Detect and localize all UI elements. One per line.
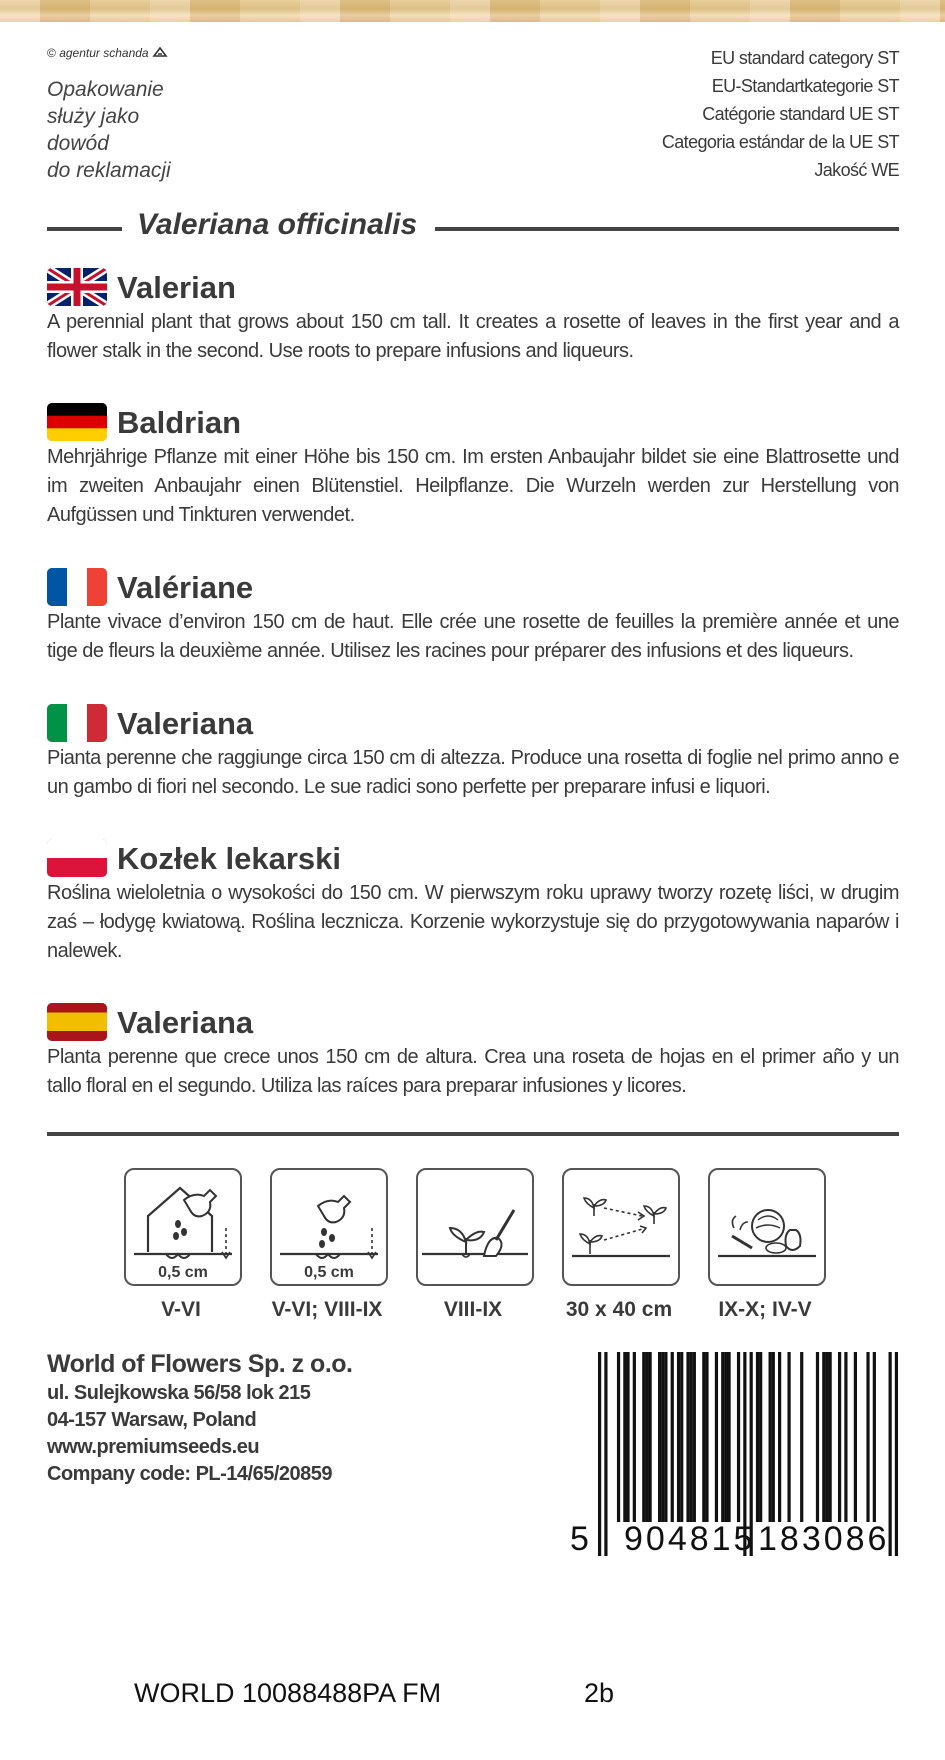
common-name: Baldrian bbox=[117, 405, 242, 440]
description: A perennial plant that grows about 150 cm tall. It creates a rosette of leaves in the first year and a flower stalk in the second. Use roots to prepare infusions and liqueurs. bbox=[47, 311, 899, 362]
barcode-bar bbox=[705, 1352, 708, 1522]
barcode-bar bbox=[724, 1352, 727, 1522]
eu-line: Categoria estándar de la UE ST bbox=[661, 132, 899, 152]
company-info bbox=[47, 1348, 352, 1488]
complaint-proof-note bbox=[47, 76, 171, 184]
spain-flag-icon bbox=[47, 1003, 107, 1041]
language-section-pl bbox=[47, 833, 899, 966]
barcode-left-digits: 904815 bbox=[624, 1520, 756, 1558]
claim-line: dowód bbox=[47, 132, 109, 155]
eu-line: Jakość WE bbox=[814, 160, 899, 180]
company-website: www.premiumseeds.eu bbox=[47, 1436, 260, 1458]
sowing-depth: 0,5 cm bbox=[158, 1264, 208, 1281]
claim-line: Opakowanie bbox=[47, 78, 164, 101]
copyright-symbol: © bbox=[47, 46, 56, 60]
barcode-bar bbox=[772, 1352, 775, 1522]
agency-name: agentur schanda bbox=[59, 46, 149, 60]
outdoor-sowing-icon bbox=[270, 1168, 388, 1286]
barcode-guard-bar bbox=[598, 1352, 601, 1556]
barcode-bar bbox=[866, 1352, 869, 1522]
icon-caption: V-VI bbox=[161, 1298, 201, 1321]
common-name: Valériane bbox=[117, 570, 254, 605]
language-section-de bbox=[47, 397, 899, 530]
icon-caption: IX-X; IV-V bbox=[718, 1298, 812, 1321]
barcode-bar bbox=[617, 1352, 620, 1522]
barcode-bar bbox=[649, 1352, 652, 1522]
barcode-bar bbox=[702, 1352, 705, 1522]
barcode-bar bbox=[658, 1352, 661, 1522]
section-divider bbox=[47, 1132, 899, 1136]
barcode-first-digit: 5 bbox=[570, 1520, 592, 1558]
copyright-line bbox=[47, 46, 168, 60]
barcode-bar bbox=[623, 1352, 626, 1522]
barcode-bar bbox=[854, 1352, 857, 1522]
barcode-bar bbox=[715, 1352, 718, 1522]
barcode-bar bbox=[686, 1352, 689, 1522]
claim-line: do reklamacji bbox=[47, 159, 171, 182]
barcode-bar bbox=[721, 1352, 724, 1522]
common-name: Kozłek lekarski bbox=[117, 841, 342, 876]
page-code: 2b bbox=[584, 1678, 615, 1708]
ean-barcode bbox=[570, 1352, 898, 1562]
eu-line: EU-Standartkategorie ST bbox=[711, 76, 899, 96]
barcode-bar bbox=[838, 1352, 841, 1522]
sowing-depth: 0,5 cm bbox=[304, 1264, 354, 1281]
barcode-bar bbox=[633, 1352, 636, 1522]
company-address: ul. Sulejkowska 56/58 lok 215 bbox=[47, 1382, 311, 1404]
barcode-bar bbox=[829, 1352, 832, 1522]
agency-logo-icon bbox=[152, 46, 168, 58]
uk-flag-icon bbox=[47, 268, 107, 306]
icon-caption: V-VI; VIII-IX bbox=[271, 1298, 383, 1321]
language-section-es bbox=[47, 997, 899, 1101]
print-code: WORLD 10088488PA FM bbox=[134, 1678, 442, 1708]
plant-spacing-icon bbox=[562, 1168, 680, 1286]
barcode-bar bbox=[800, 1352, 803, 1522]
barcode-bar bbox=[661, 1352, 664, 1522]
barcode-bar bbox=[737, 1352, 740, 1522]
eu-standard-category bbox=[662, 44, 899, 184]
barcode-bar bbox=[822, 1352, 825, 1522]
barcode-bar bbox=[873, 1352, 876, 1522]
barcode-right-digits: 183086 bbox=[758, 1520, 890, 1558]
wood-texture-banner bbox=[0, 0, 945, 22]
barcode-bar bbox=[642, 1352, 645, 1522]
eu-line: EU standard category ST bbox=[710, 48, 899, 68]
barcode-bar bbox=[844, 1352, 847, 1522]
barcode-bar bbox=[664, 1352, 667, 1522]
company-name: World of Flowers Sp. z o.o. bbox=[47, 1350, 353, 1378]
barcode-bar bbox=[680, 1352, 683, 1522]
barcode-bar bbox=[626, 1352, 629, 1522]
claim-line: służy jako bbox=[47, 105, 140, 128]
latin-name: Valeriana officinalis bbox=[137, 208, 418, 241]
italy-flag-icon bbox=[47, 704, 107, 742]
common-name: Valeriana bbox=[117, 706, 254, 741]
barcode-bar bbox=[816, 1352, 819, 1522]
barcode-bar bbox=[645, 1352, 648, 1522]
barcode-bar bbox=[693, 1352, 696, 1522]
icon-caption: 30 x 40 cm bbox=[565, 1298, 673, 1321]
divider bbox=[435, 227, 899, 231]
barcode-bar bbox=[769, 1352, 772, 1522]
barcode-bar bbox=[677, 1352, 680, 1522]
barcode-bar bbox=[690, 1352, 693, 1522]
transplanting-icon bbox=[416, 1168, 534, 1286]
language-section-it bbox=[47, 698, 899, 802]
company-code: Company code: PL-14/65/20859 bbox=[47, 1463, 333, 1485]
description: Pianta perenne che raggiunge circa 150 cm di altezza. Produce una rosetta di foglie nel primo anno e un gambo di fiori nel secondo. Le sue radici sono perfette per preparare infusi e liquori. bbox=[47, 747, 899, 798]
description: Mehrjährige Pflanze mit einer Höhe bis 150 cm. Im ersten Anbaujahr bildet sie eine Blattrosette und im zweiten Anbaujahr einen Blütenstiel. Heilpflanze. Die Wurzeln werden zur Herstellung von Aufgüssen und Tinkturen verwendet. bbox=[47, 446, 899, 526]
barcode-bar bbox=[671, 1352, 674, 1522]
barcode-bar bbox=[825, 1352, 828, 1522]
barcode-bar bbox=[759, 1352, 762, 1522]
poland-flag-icon bbox=[47, 839, 107, 877]
germany-flag-icon bbox=[47, 403, 107, 441]
icon-caption: VIII-IX bbox=[443, 1298, 503, 1321]
language-section-fr bbox=[47, 562, 899, 666]
france-flag-icon bbox=[47, 568, 107, 606]
barcode-guard-bar bbox=[604, 1352, 607, 1556]
barcode-bar bbox=[756, 1352, 759, 1522]
barcode-bar bbox=[778, 1352, 781, 1522]
description: Roślina wieloletnia o wysokości do 150 cm. W pierwszym roku uprawy tworzy rozetę liści, w drugim zaś – łodygę kwiatową. Roślina lecznicza. Korzenie wykorzystuje się do przygotowywania naparów i nalewek. bbox=[47, 882, 899, 962]
eu-line: Catégorie standard UE ST bbox=[702, 104, 899, 124]
barcode-bar bbox=[787, 1352, 790, 1522]
description: Plante vivace d’environ 150 cm de haut. Elle crée une rosette de feuilles la première année et une tige de fleurs la deuxième année. Utilisez les racines pour préparer des infusions et des liqueurs. bbox=[47, 611, 899, 662]
divider bbox=[47, 227, 122, 231]
harvest-icon bbox=[708, 1168, 826, 1286]
company-city: 04-157 Warsaw, Poland bbox=[47, 1409, 257, 1431]
language-section-en bbox=[47, 262, 899, 366]
common-name: Valeriana bbox=[117, 1005, 254, 1040]
cultivation-icons bbox=[124, 1168, 824, 1328]
latin-name-row bbox=[47, 206, 899, 246]
greenhouse-sowing-icon bbox=[124, 1168, 242, 1286]
barcode-bar bbox=[727, 1352, 730, 1522]
common-name: Valerian bbox=[117, 270, 236, 305]
description: Planta perenne que crece unos 150 cm de altura. Crea una roseta de hojas en el primer año y un tallo floral en el segundo. Utiliza las raíces para preparar infusiones y licores. bbox=[47, 1046, 899, 1097]
barcode-guard-bar bbox=[895, 1352, 898, 1556]
